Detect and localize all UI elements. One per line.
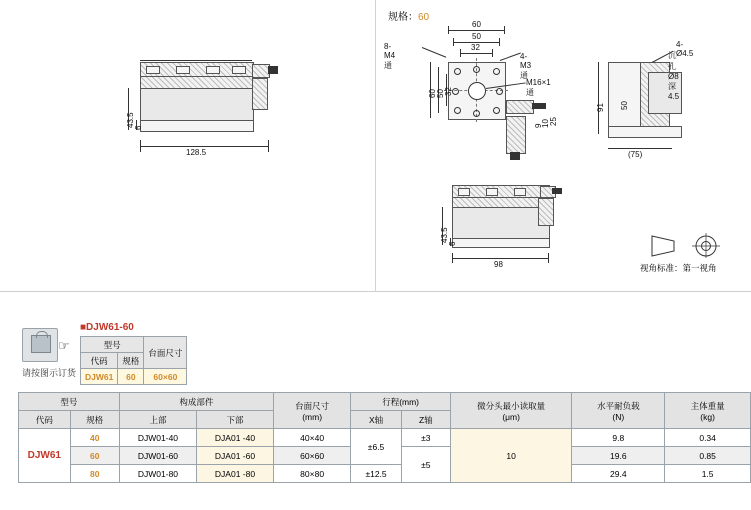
spec-row1-weight: 0.85 bbox=[665, 447, 751, 465]
order-model-title bbox=[80, 322, 134, 333]
b-bolt-3 bbox=[514, 188, 526, 196]
spec-header-row-1 bbox=[19, 393, 751, 411]
plan-dim-50-t1 bbox=[453, 38, 454, 46]
spec-row2-load: 29.4 bbox=[572, 465, 665, 483]
plan-lower-tip bbox=[510, 152, 520, 160]
plan-dim-32-t2 bbox=[492, 49, 493, 57]
order-icon bbox=[22, 328, 58, 362]
order-value-code: DJW61 bbox=[81, 369, 118, 385]
b-micrometer-tip bbox=[552, 188, 562, 194]
order-value-spec: 60 bbox=[118, 369, 144, 385]
spec-row0-z: ±3 bbox=[401, 429, 450, 447]
plan-dim-60-t1 bbox=[448, 26, 449, 34]
b-micrometer-barrel bbox=[538, 198, 554, 226]
spec-row2-spec: 80 bbox=[70, 465, 119, 483]
b-dim-width: 98 bbox=[494, 260, 503, 269]
order-table-row-values bbox=[81, 369, 187, 385]
spec-table-body bbox=[19, 429, 751, 483]
spec-row0-load: 9.8 bbox=[572, 429, 665, 447]
micrometer-tip-left bbox=[268, 66, 278, 74]
right-dim-91-line bbox=[598, 62, 599, 134]
spec-col-stroke: 行程(mm) bbox=[351, 393, 451, 411]
upper-bolt-1 bbox=[146, 66, 160, 74]
spec-table bbox=[18, 392, 751, 483]
plan-hole-tl bbox=[454, 68, 461, 75]
plan-micrometer-body bbox=[506, 100, 534, 114]
order-header-model: 型号 bbox=[81, 337, 144, 353]
spec-z-stroke-b: ±5 bbox=[401, 447, 450, 483]
plan-hole-b bbox=[473, 110, 480, 117]
table-row bbox=[19, 465, 751, 483]
plan-dim-32-t1 bbox=[460, 49, 461, 57]
plan-dimv-32: 32 bbox=[444, 87, 453, 96]
shopping-bag-icon bbox=[31, 335, 51, 353]
spec-col-weight bbox=[665, 393, 751, 429]
projection-symbol bbox=[648, 232, 728, 260]
spec-row2-lower: DJA01 -80 bbox=[197, 465, 274, 483]
first-angle-projection-icon bbox=[648, 232, 728, 258]
dim-line-width bbox=[140, 146, 268, 147]
upper-stage-topline bbox=[140, 60, 252, 61]
b-dim-width-line bbox=[452, 258, 548, 259]
spec-col-weight-l1: 主体重量 bbox=[690, 400, 725, 411]
callout-m4: 8-M4通 bbox=[384, 42, 396, 70]
b-dim-small: 6 bbox=[448, 241, 457, 246]
spec-micrometer-value: 10 bbox=[450, 429, 572, 483]
spec-col-z: Z轴 bbox=[401, 411, 450, 429]
spec-x-stroke-a: ±6.5 bbox=[351, 429, 401, 465]
spec-row0-lower: DJA01 -40 bbox=[197, 429, 274, 447]
plan-hole-t bbox=[473, 66, 480, 73]
spec-row1-tablesize: 60×60 bbox=[273, 447, 350, 465]
spec-col-x: X轴 bbox=[351, 411, 401, 429]
order-value-tablesize: 60×60 bbox=[144, 369, 187, 385]
spec-col-micrometer-l2: (μm) bbox=[502, 411, 520, 422]
view-standard-label: 视角标准：第一视角 bbox=[640, 263, 717, 273]
spec-col-weight-l2: (kg) bbox=[700, 411, 715, 422]
spec-col-spec: 规格 bbox=[70, 411, 119, 429]
plan-dim-50: 50 bbox=[472, 32, 481, 41]
callout-counterbore: 沉孔Ø8深4.5 bbox=[668, 51, 680, 101]
spec-row1-spec: 60 bbox=[70, 447, 119, 465]
callout-hole: 4-Ø4.5 bbox=[676, 40, 694, 58]
right-dim-50: 50 bbox=[620, 101, 629, 110]
spec-col-tablesize bbox=[273, 393, 350, 429]
callout-m4-leader bbox=[422, 47, 446, 58]
plan-dim-32: 32 bbox=[471, 43, 480, 52]
spec-col-load-l2: (N) bbox=[612, 411, 625, 422]
order-block bbox=[22, 322, 272, 384]
spec-col-micrometer bbox=[450, 393, 572, 429]
callout-m3: 4-M3通 bbox=[520, 52, 532, 80]
callout-m16: M16×1通 bbox=[526, 78, 551, 97]
b-dim-height: 43.5 bbox=[440, 227, 449, 243]
b-base-plate bbox=[452, 238, 550, 248]
b-dim-width-t1 bbox=[452, 253, 453, 263]
spec-label bbox=[388, 8, 429, 23]
plan-micrometer-tip bbox=[532, 103, 546, 109]
b-dim-width-t2 bbox=[548, 253, 549, 263]
order-header-tablesize: 台面尺寸 bbox=[144, 337, 187, 369]
order-model-title-text: DJW61-60 bbox=[86, 322, 134, 333]
upper-bolt-4 bbox=[232, 66, 246, 74]
plan-dim-60: 60 bbox=[472, 20, 481, 29]
panel-divider bbox=[375, 0, 376, 292]
spec-col-code: 代码 bbox=[19, 411, 71, 429]
spec-col-load-l1: 水平耐负载 bbox=[597, 400, 640, 411]
spec-row0-upper: DJW01-40 bbox=[119, 429, 196, 447]
table-row bbox=[19, 429, 751, 447]
spec-row1-load: 19.6 bbox=[572, 447, 665, 465]
spec-row2-weight: 1.5 bbox=[665, 465, 751, 483]
dim-width-label: 128.5 bbox=[186, 148, 207, 157]
plan-small-dim-9: 9 bbox=[534, 123, 543, 128]
spec-row0-weight: 0.34 bbox=[665, 429, 751, 447]
callout-m3-leader bbox=[500, 53, 521, 61]
spec-col-upper: 上部 bbox=[119, 411, 196, 429]
spec-model-code: DJW61 bbox=[19, 429, 71, 483]
spec-row2-x: ±12.5 bbox=[351, 465, 401, 483]
dim-height-label: 43.5 bbox=[126, 112, 135, 128]
plan-dimv-60: 60 bbox=[428, 89, 437, 98]
spec-label-value: 60 bbox=[418, 12, 430, 23]
plan-dimv-50: 50 bbox=[436, 89, 445, 98]
base-plate bbox=[140, 120, 254, 132]
dim-tick-left bbox=[140, 140, 141, 152]
plan-center-hole bbox=[468, 82, 486, 100]
b-bolt-2 bbox=[486, 188, 498, 196]
plan-dim-60-line bbox=[448, 30, 504, 31]
spec-row1-upper: DJW01-60 bbox=[119, 447, 196, 465]
plan-hole-tr bbox=[493, 68, 500, 75]
right-base bbox=[608, 126, 682, 138]
spec-col-load bbox=[572, 393, 665, 429]
bullet-square-icon: ■ bbox=[80, 322, 87, 333]
order-table bbox=[80, 336, 187, 385]
b-bolt-1 bbox=[458, 188, 470, 196]
plan-small-dim-10: 10 bbox=[541, 119, 550, 128]
right-dim-91: 91 bbox=[596, 103, 605, 112]
spec-label-text: 规格： bbox=[388, 12, 418, 23]
plan-lower-micrometer bbox=[506, 116, 526, 154]
order-table-row-group bbox=[81, 337, 187, 353]
plan-dim-32-line bbox=[460, 53, 492, 54]
plan-dim-25: 25 bbox=[549, 117, 558, 126]
order-note: 请按图示订货 bbox=[22, 368, 77, 378]
spec-group-parts: 构成部件 bbox=[119, 393, 273, 411]
plan-dim-60-t2 bbox=[504, 26, 505, 34]
spec-table-head bbox=[19, 393, 751, 429]
spec-col-tablesize-l2: (mm) bbox=[302, 411, 323, 422]
dim-small-label: 6 bbox=[134, 125, 143, 130]
spec-row2-upper: DJW01-80 bbox=[119, 465, 196, 483]
right-dim-75: (75) bbox=[628, 150, 643, 159]
order-header-code: 代码 bbox=[81, 353, 118, 369]
plan-hole-bl bbox=[454, 107, 461, 114]
plan-hole-r bbox=[496, 88, 503, 95]
spec-col-micrometer-l1: 微分头最小读取量 bbox=[477, 400, 546, 411]
spec-col-tablesize-l1: 台面尺寸 bbox=[295, 400, 330, 411]
micrometer-barrel-left bbox=[252, 78, 268, 110]
spec-row2-tablesize: 80×80 bbox=[273, 465, 350, 483]
spec-row0-spec: 40 bbox=[70, 429, 119, 447]
plan-dim-50-t2 bbox=[499, 38, 500, 46]
spec-row1-lower: DJA01 -60 bbox=[197, 447, 274, 465]
spec-row0-tablesize: 40×40 bbox=[273, 429, 350, 447]
plan-hole-br bbox=[493, 107, 500, 114]
upper-bolt-2 bbox=[176, 66, 190, 74]
spec-group-model: 型号 bbox=[19, 393, 120, 411]
spec-col-lower: 下部 bbox=[197, 411, 274, 429]
pointing-hand-icon: ☞ bbox=[58, 338, 70, 353]
upper-bolt-3 bbox=[206, 66, 220, 74]
right-dim-75-line bbox=[608, 148, 672, 149]
dim-tick-right bbox=[268, 140, 269, 152]
plan-hole-l bbox=[452, 88, 459, 95]
order-header-spec: 规格 bbox=[118, 353, 144, 369]
